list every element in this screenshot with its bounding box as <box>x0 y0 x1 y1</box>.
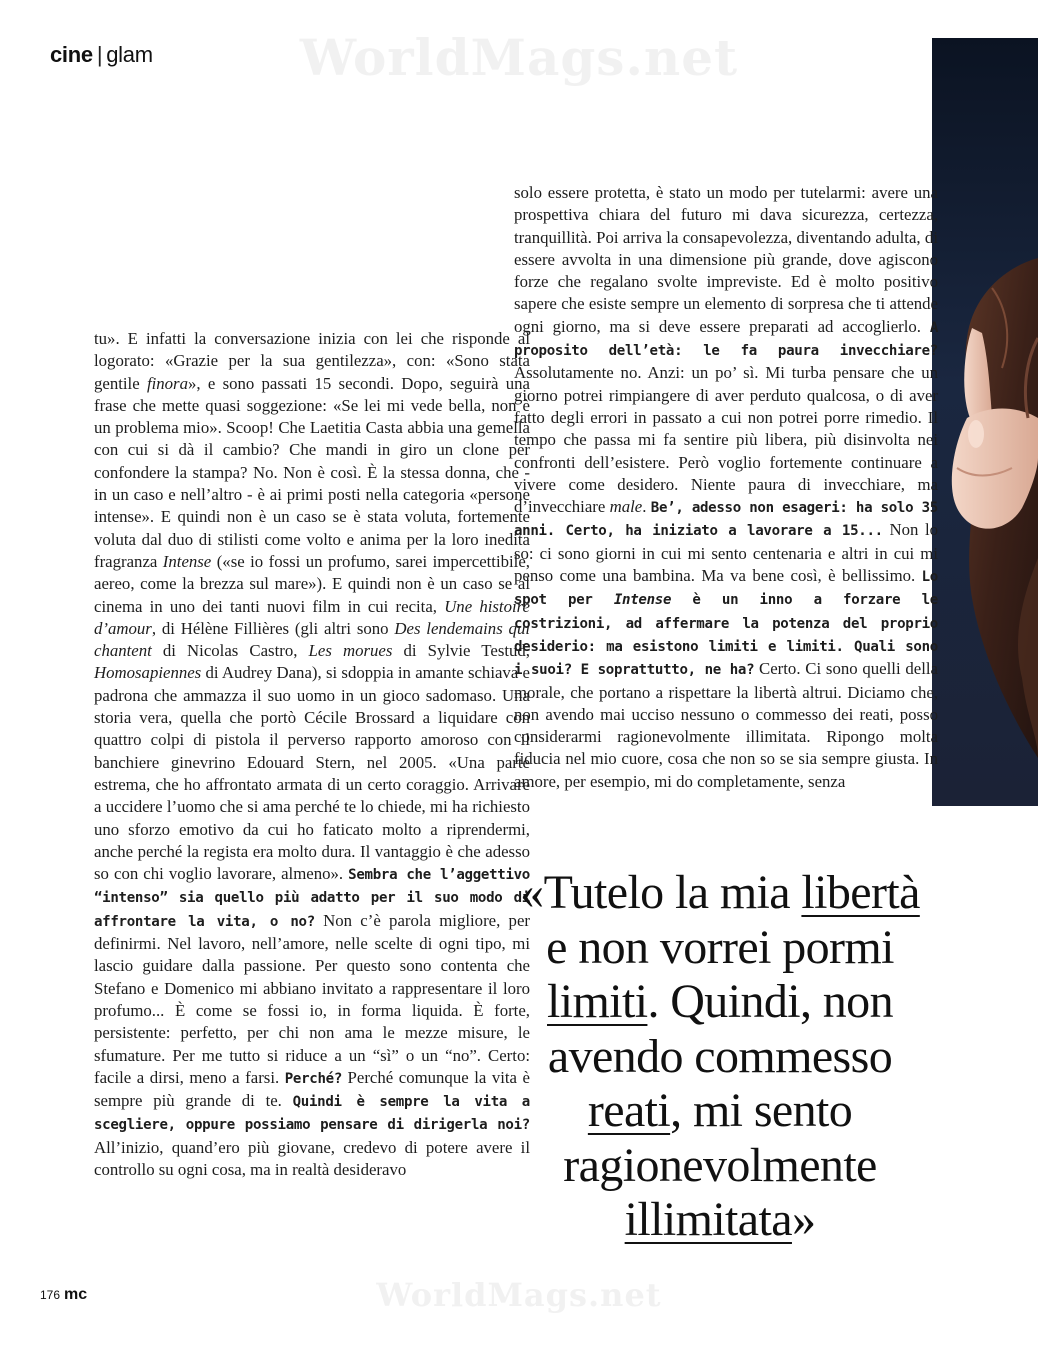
interview-question: Lo spot per <box>514 569 938 609</box>
body-text: Certo. Ci sono quelli della morale, che portano a rispettare la libertà altrui. Diciamo che, non avendo mai ucciso nessuno o commesso dei reati, posso considerarmi ragionevolmente illimitata. Ripongo molta fiducia nel mio cuore, cosa che non so se sia sempre giusta. In amore, per esempio, mi do completamente, senza <box>514 659 938 791</box>
body-text: («se io fossi un profumo, sarei impercettibile, aereo, come la brezza sul mare»). E quindi non è un caso se al cinema in uno dei tanti nuovi film in cui recita, <box>94 551 530 616</box>
body-text: di Sylvie Testud, <box>392 641 530 661</box>
pull-quote-highlight: limiti <box>547 975 648 1028</box>
body-text: All’inizio, quand’ero più giovane, credevo di potere avere il controllo su ogni cosa, ma in realtà desideravo <box>94 1137 530 1179</box>
interview-question: è un inno a forzare le costrizioni, ad affermare la potenza del proprio desiderio: ma esistono limiti e limiti. Quali sono i suoi? E soprattutto, ne ha? <box>514 592 938 679</box>
pull-quote-text: » <box>791 1193 816 1246</box>
page-number: 176 <box>40 1288 61 1302</box>
body-text: di Audrey Dana), si sdoppia in amante schiava e padrona che ammazza il suo uomo in un gioco sadomaso. Una storia vera, quella che portò Cécile Brossard a liquidare con quattro colpi di pistola il perverso rapporto amoroso con il banchiere ginevrino Edouard Stern, nel 2005. «Una parte estrema, che ho affrontato armata di un certo coraggio. Arrivare a uccidere l’uomo che si ama perché te lo chiede, mi ha richiesto uno sforzo emotivo da cui ho faticato molto a riprendermi, anche perché la regista era molto dura. Il vantaggio è che adesso so con chi voglio lavorare, almeno». <box>94 663 530 884</box>
pull-quote-text: , mi sento ragionevolmente <box>563 1084 877 1192</box>
body-text: », e sono passati 15 secondi. Dopo, seguirà una frase che mette quasi soggezione: «Se lei mi vede bella, non è un problema mio». Scoop! Che Laetitia Casta abbia una gemella con cui si dà il cambio? Che mandi in giro un clone per confondere la stampa? No. Non è così. È la stessa donna, che - in un caso e nell’altro - è ai primi posti nella categoria «persone intense». E quindi non è un caso se è stata voluta, fortemente voluta dal duo di stilisti come volto e anima per la loro inedita fragranza <box>94 373 530 571</box>
interview-question: Be’, adesso non esageri: ha solo 35 anni. Certo, ha iniziato a lavorare a 15... <box>514 500 938 540</box>
film-title: Homosapiennes <box>94 663 202 683</box>
pull-quote-text: e non vorrei pormi <box>546 920 894 974</box>
film-title: Une histoire d’amour <box>94 596 530 638</box>
pull-quote-text: «Tutelo la mia <box>520 866 802 919</box>
watermark-top: WorldMags.net <box>299 28 739 87</box>
interview-question: A proposito dell’età: le fa paura invecchiare? <box>514 319 938 360</box>
interview-question: Sembra che l’aggettivo “intenso” sia quello più adatto per il suo modo di affrontare la vita, o no? <box>94 867 530 930</box>
body-italic: male <box>609 497 643 517</box>
interview-question-italic: Intense <box>613 592 672 609</box>
body-text: . <box>642 497 651 517</box>
body-text: di Nicolas Castro, <box>151 641 309 661</box>
film-title: Les morues <box>308 641 393 661</box>
pull-quote-highlight: reati <box>587 1084 671 1137</box>
body-text: solo essere protetta, è stato un modo per tutelarmi: avere una prospettiva chiara del futuro mi dava sicurezza, certezza, tranquillità. Poi arriva la consapevolezza, diventando adulta, di essere avvolta in una dimensione più grande, dove agiscono forze che regalano svolte impreviste. Ed è molto positivo sapere che esiste sempre un elemento di sorpresa che ti attende ogni giorno, ma si deve essere preparati ad accoglierlo. <box>514 183 938 336</box>
body-text: , di Hélène Fillières (gli altri sono <box>151 618 395 638</box>
body-text: Perché comunque la vita è sempre più grande di te. <box>94 1067 530 1111</box>
cover-photo <box>932 38 1038 806</box>
body-text: Assolutamente no. Anzi: un po’ sì. Mi turba pensare che un giorno potrei rimpiangere di aver perduto qualcosa, o di aver fatto degli errori in passato a cui non potrei porre rimedio. Il tempo che passa mi fa sentire più libera, più disinvolta nei confronti dell’esistere. Però voglio fortemente continuare a vivere come desidero. Niente paura di invecchiare, ma d’invecchiare <box>514 363 938 517</box>
watermark-bottom: WorldMags.net <box>376 1276 662 1314</box>
film-title: Des lendemains qui chantent <box>94 618 530 661</box>
portrait-crop-image <box>932 38 1038 806</box>
body-text: tu». E infatti la conversazione inizia con lei che risponde al logorato: «Grazie per la sua gentilezza», con: «Sono stata gentile <box>94 329 530 393</box>
interview-question: Perché? <box>284 1070 343 1087</box>
pull-quote-highlight: illimitata <box>624 1193 792 1246</box>
article-column-left <box>94 328 530 1181</box>
pull-quote-text: . Quindi, non avendo commesso <box>547 975 893 1083</box>
interview-question: Quindi è sempre la vita a scegliere, oppure possiamo pensare di dirigerla noi? <box>94 1094 530 1134</box>
subsection-name: glam <box>106 42 153 67</box>
section-separator: | <box>96 42 103 67</box>
magazine-logo: mc <box>64 1286 88 1303</box>
section-name: cine <box>50 42 93 67</box>
body-italic: finora <box>146 373 188 393</box>
fragrance-name: Intense <box>162 551 212 571</box>
page-folio <box>40 1286 87 1304</box>
body-text: Non c’è parola migliore, per definirmi. Nel lavoro, nell’amore, nelle scelte di ogni tipo, mi lascio guidare dalla passione. Per questo sono contenta che Stefano e Domenico mi abbiano invitato a rappresentare il loro profumo... È come se fossi io, in forma liquida. È forte, persistente: perfetto, per chi non ama le mezze misure, le sfumature. Per me tutto si riduce a un “sì” o un “no”. Certo: facile a dirsi, meno a farsi. <box>94 910 530 1087</box>
body-text: Non lo so: ci sono giorni in cui mi sento centenaria e altri in cui mi penso come una bambina. Ma va bene così, è bellissimo. <box>514 520 939 586</box>
article-column-right <box>514 182 938 793</box>
pull-quote-highlight: libertà <box>801 866 920 919</box>
pull-quote <box>512 866 928 1248</box>
section-label <box>50 42 153 68</box>
